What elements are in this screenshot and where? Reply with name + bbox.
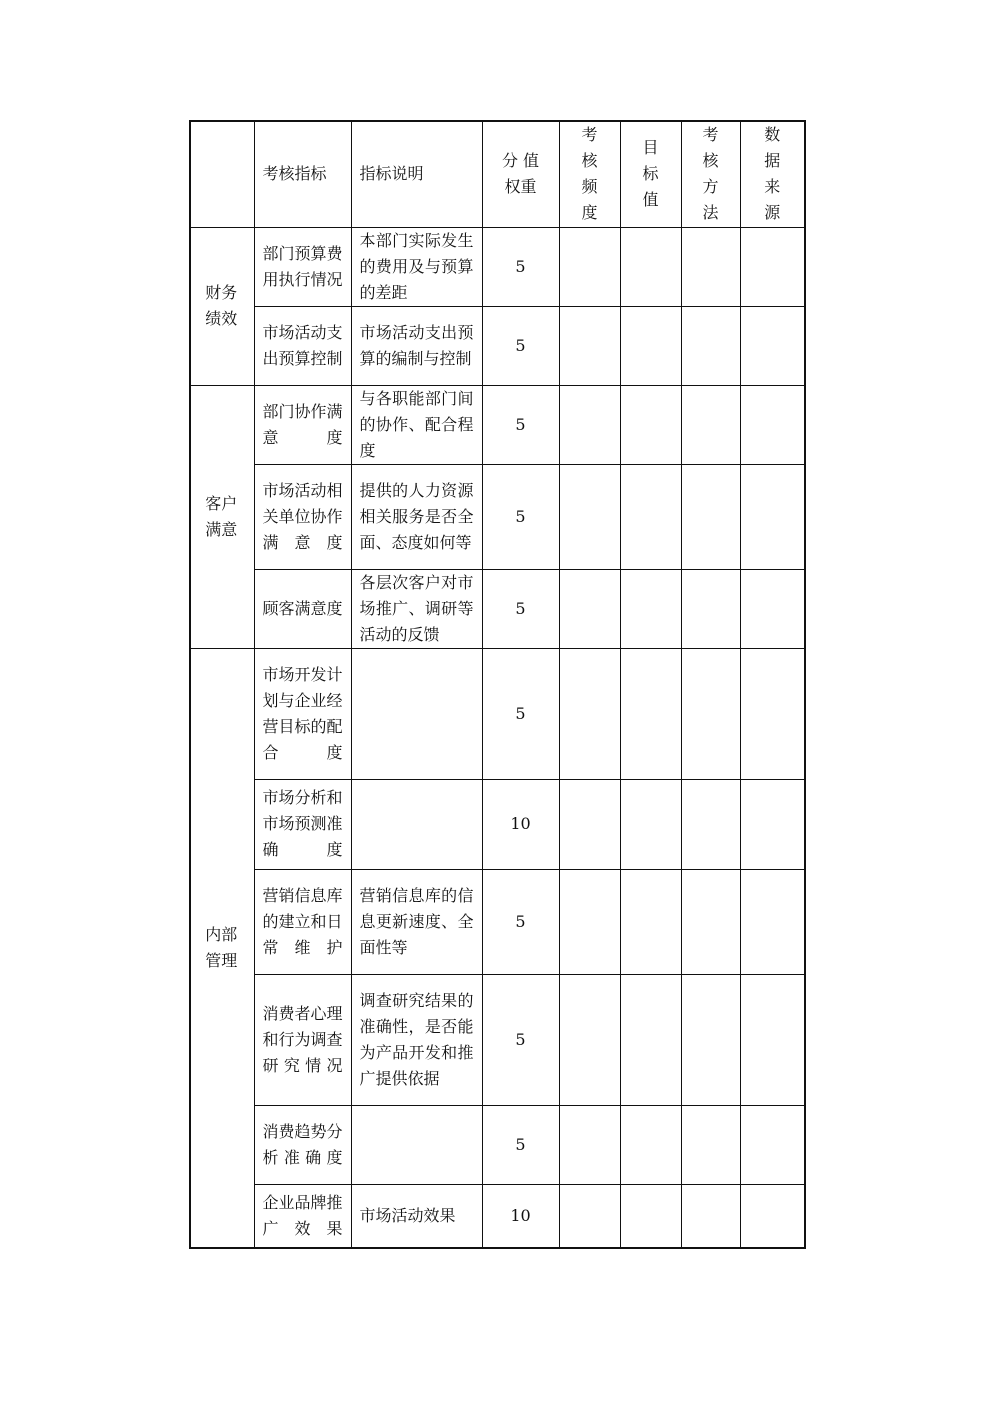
header-weight-line2: 权重 xyxy=(504,177,537,197)
source-cell xyxy=(740,779,805,869)
header-description: 指标说明 xyxy=(351,121,482,227)
table-row xyxy=(190,569,805,648)
source-cell xyxy=(740,464,805,569)
source-cell xyxy=(740,1184,805,1248)
header-method xyxy=(681,121,740,227)
indicator-cell: 消费趋势分析准确度 xyxy=(254,1105,351,1184)
indicator-cell: 市场活动支出预算控制 xyxy=(254,306,351,385)
description-cell: 营销信息库的信息更新速度、全面性等 xyxy=(351,869,482,974)
target-cell xyxy=(620,227,681,306)
description-cell: 市场活动支出预算的编制与控制 xyxy=(351,306,482,385)
weight-cell: 5 xyxy=(482,306,559,385)
target-cell xyxy=(620,869,681,974)
source-cell xyxy=(740,648,805,779)
source-cell xyxy=(740,569,805,648)
frequency-cell xyxy=(559,569,620,648)
table-row xyxy=(190,385,805,464)
description-cell: 本部门实际发生的费用及与预算的差距 xyxy=(351,227,482,306)
target-cell xyxy=(620,779,681,869)
target-cell xyxy=(620,974,681,1105)
method-cell xyxy=(681,974,740,1105)
method-cell xyxy=(681,227,740,306)
method-cell xyxy=(681,869,740,974)
table-row xyxy=(190,648,805,779)
target-cell xyxy=(620,648,681,779)
weight-cell: 5 xyxy=(482,385,559,464)
method-cell xyxy=(681,306,740,385)
indicator-cell: 市场分析和市场预测准确度 xyxy=(254,779,351,869)
target-cell xyxy=(620,385,681,464)
weight-cell: 10 xyxy=(482,1184,559,1248)
header-source-text: 数据来源 xyxy=(764,125,781,223)
frequency-cell xyxy=(559,464,620,569)
table-row xyxy=(190,779,805,869)
source-cell xyxy=(740,306,805,385)
indicator-cell: 部门预算费用执行情况 xyxy=(254,227,351,306)
method-cell xyxy=(681,648,740,779)
description-cell: 调查研究结果的准确性，是否能为产品开发和推广提供依据 xyxy=(351,974,482,1105)
frequency-cell xyxy=(559,227,620,306)
header-weight-line1: 分 值 xyxy=(501,151,540,171)
indicator-cell: 市场活动相关单位协作满意度 xyxy=(254,464,351,569)
description-cell: 提供的人力资源相关服务是否全面、态度如何等 xyxy=(351,464,482,569)
frequency-cell xyxy=(559,1184,620,1248)
frequency-cell xyxy=(559,869,620,974)
source-cell xyxy=(740,869,805,974)
weight-cell: 5 xyxy=(482,648,559,779)
kpi-table xyxy=(189,120,806,1249)
weight-cell: 5 xyxy=(482,1105,559,1184)
table-row xyxy=(190,1105,805,1184)
header-weight xyxy=(482,121,559,227)
frequency-cell xyxy=(559,1105,620,1184)
target-cell xyxy=(620,464,681,569)
indicator-cell: 企业品牌推广效果 xyxy=(254,1184,351,1248)
description-cell xyxy=(351,779,482,869)
description-cell: 各层次客户对市场推广、调研等活动的反馈 xyxy=(351,569,482,648)
frequency-cell xyxy=(559,306,620,385)
method-cell xyxy=(681,464,740,569)
target-cell xyxy=(620,569,681,648)
header-blank xyxy=(190,121,254,227)
table-row xyxy=(190,1184,805,1248)
weight-cell: 5 xyxy=(482,974,559,1105)
target-cell xyxy=(620,1105,681,1184)
header-target xyxy=(620,121,681,227)
table-row xyxy=(190,869,805,974)
target-cell xyxy=(620,306,681,385)
frequency-cell xyxy=(559,648,620,779)
weight-cell: 5 xyxy=(482,569,559,648)
weight-cell: 5 xyxy=(482,869,559,974)
header-source xyxy=(740,121,805,227)
table-row xyxy=(190,306,805,385)
category-label: 财务绩效 xyxy=(205,283,238,328)
method-cell xyxy=(681,779,740,869)
category-cell xyxy=(190,227,254,385)
source-cell xyxy=(740,227,805,306)
weight-cell: 5 xyxy=(482,464,559,569)
method-cell xyxy=(681,1105,740,1184)
method-cell xyxy=(681,569,740,648)
indicator-cell: 顾客满意度 xyxy=(254,569,351,648)
indicator-cell: 部门协作满意度 xyxy=(254,385,351,464)
indicator-cell: 营销信息库的建立和日常维护 xyxy=(254,869,351,974)
description-cell: 与各职能部门间的协作、配合程度 xyxy=(351,385,482,464)
frequency-cell xyxy=(559,779,620,869)
header-frequency xyxy=(559,121,620,227)
description-cell xyxy=(351,648,482,779)
description-cell: 市场活动效果 xyxy=(351,1184,482,1248)
weight-cell: 10 xyxy=(482,779,559,869)
frequency-cell xyxy=(559,974,620,1105)
source-cell xyxy=(740,385,805,464)
header-frequency-text: 考核频度 xyxy=(581,125,598,223)
source-cell xyxy=(740,974,805,1105)
header-target-text: 目标值 xyxy=(642,138,659,210)
header-indicator: 考核指标 xyxy=(254,121,351,227)
header-row xyxy=(190,121,805,227)
target-cell xyxy=(620,1184,681,1248)
indicator-cell: 市场开发计划与企业经营目标的配合度 xyxy=(254,648,351,779)
table-row xyxy=(190,227,805,306)
source-cell xyxy=(740,1105,805,1184)
weight-cell: 5 xyxy=(482,227,559,306)
category-label: 内部管理 xyxy=(205,924,238,970)
method-cell xyxy=(681,1184,740,1248)
category-label: 客户满意 xyxy=(205,493,238,539)
table-row xyxy=(190,464,805,569)
category-cell xyxy=(190,385,254,648)
description-cell xyxy=(351,1105,482,1184)
category-cell xyxy=(190,648,254,1248)
method-cell xyxy=(681,385,740,464)
frequency-cell xyxy=(559,385,620,464)
indicator-cell: 消费者心理和行为调查研究情况 xyxy=(254,974,351,1105)
header-method-text: 考核方法 xyxy=(702,125,719,223)
table-row xyxy=(190,974,805,1105)
